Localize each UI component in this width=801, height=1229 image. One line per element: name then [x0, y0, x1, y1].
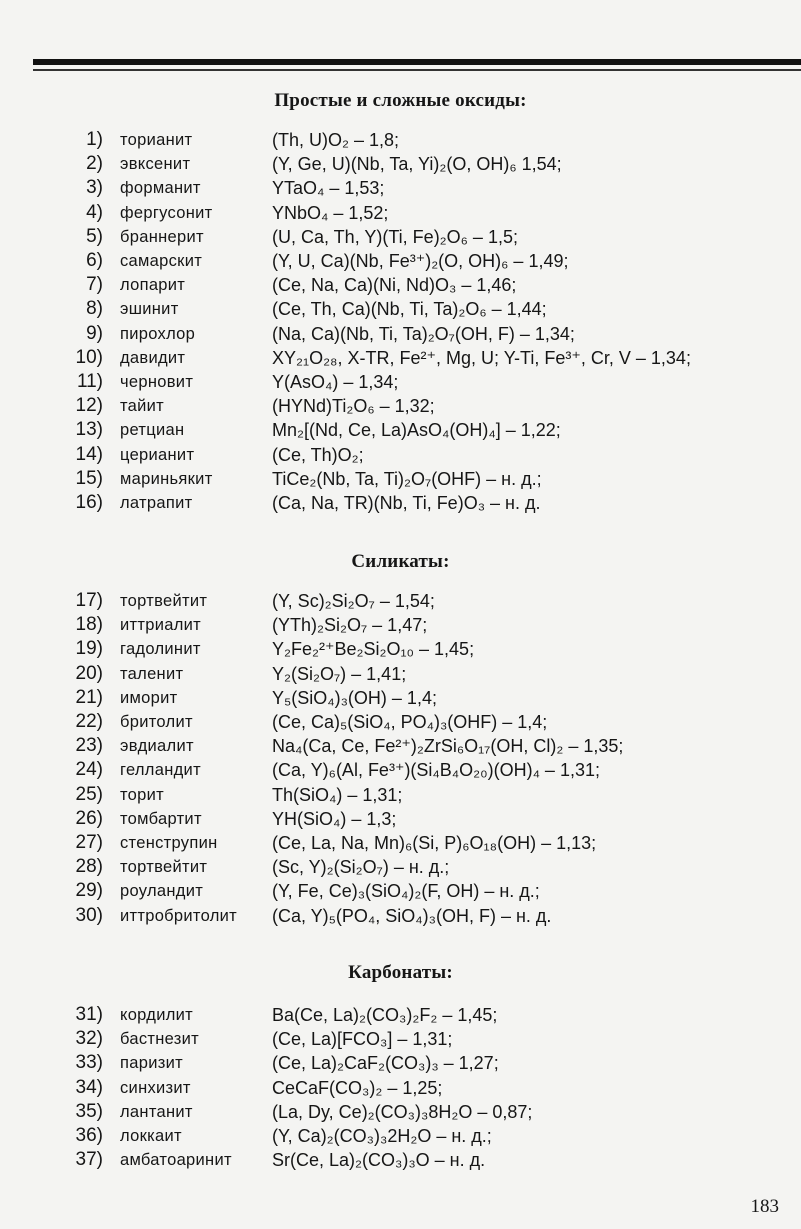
- list-item: [0, 589, 801, 613]
- item-number: 29): [75, 880, 103, 902]
- item-number: 22): [75, 711, 103, 732]
- item-number: 23): [75, 735, 103, 757]
- list-item: [0, 322, 801, 346]
- item-number: 31): [75, 1004, 103, 1025]
- item-number: 36): [75, 1125, 103, 1146]
- mineral-formula: (HYNd)Ti₂O₆ – 1,32;: [272, 396, 435, 417]
- list-item: [0, 273, 801, 297]
- mineral-formula: Mn₂[(Nd, Ce, La)AsO₄(OH)₄] – 1,22;: [272, 420, 561, 441]
- mineral-formula: (Ce, Ca)₅(SiO₄, PO₄)₃(OHF) – 1,4;: [272, 712, 548, 732]
- mineral-name: гелландит: [120, 761, 201, 780]
- list-item: [0, 370, 801, 394]
- mineral-formula: (Y, U, Ca)(Nb, Fe³⁺)₂(O, OH)₆ – 1,49;: [272, 251, 569, 271]
- mineral-name: бритолит: [120, 713, 193, 731]
- mineral-name: форманит: [120, 179, 201, 198]
- mineral-name: церианит: [120, 445, 195, 464]
- mineral-name: торит: [120, 785, 164, 804]
- mineral-name: лантанит: [120, 1102, 193, 1121]
- mineral-name: ретциан: [120, 421, 185, 440]
- mineral-formula: (YTh)₂Si₂O₇ – 1,47;: [272, 615, 428, 636]
- mineral-name: лопарит: [120, 276, 186, 295]
- list-item: [0, 418, 801, 442]
- mineral-formula: (U, Ca, Th, Y)(Ti, Fe)₂O₆ – 1,5;: [272, 226, 518, 247]
- mineral-name: тортвейтит: [120, 858, 208, 877]
- mineral-name: латрапит: [120, 494, 193, 512]
- item-number: 24): [75, 759, 103, 781]
- item-number: 20): [75, 662, 103, 684]
- list-item: [0, 783, 801, 807]
- item-number: 3): [86, 177, 103, 199]
- list-item: [0, 613, 801, 637]
- list-item: [0, 807, 801, 831]
- list-item: [0, 225, 801, 249]
- item-number: 1): [86, 129, 103, 150]
- mineral-formula: YH(SiO₄) – 1,3;: [272, 808, 397, 829]
- list-item: [0, 1051, 801, 1075]
- list-item: [0, 1124, 801, 1148]
- mineral-name: бастнезит: [120, 1030, 200, 1049]
- item-number: 30): [75, 904, 103, 926]
- mineral-formula: XY₂₁O₂₈, X-TR, Fe²⁺, Mg, U; Y-Ti, Fe³⁺, Cr, V – 1,34;: [272, 347, 691, 368]
- list-item: [0, 710, 801, 734]
- mineral-formula: (Ce, La, Na, Mn)₆(Si, P)₆O₁₈(OH) – 1,13;: [272, 833, 597, 853]
- mineral-formula: (Ca, Na, TR)(Nb, Ti, Fe)O₃ – н. д.: [272, 493, 541, 513]
- mineral-formula: Na₄(Ca, Ce, Fe²⁺)₂ZrSi₆O₁₇(OH, Cl)₂ – 1,35;: [272, 736, 624, 757]
- section-heading-carbonates: Карбонаты:: [348, 962, 453, 983]
- list-item: [0, 855, 801, 879]
- mineral-formula: (Y, Sc)₂Si₂O₇ – 1,54;: [272, 591, 435, 611]
- item-number: 12): [75, 395, 103, 417]
- mineral-formula: (Ce, Na, Ca)(Ni, Nd)O₃ – 1,46;: [272, 275, 517, 296]
- item-number: 32): [75, 1028, 103, 1050]
- mineral-formula: Y₂(Si₂O₇) – 1,41;: [272, 663, 407, 684]
- item-number: 15): [75, 467, 103, 489]
- mineral-name: давидит: [120, 348, 186, 367]
- list-item: [0, 394, 801, 418]
- item-number: 16): [75, 492, 103, 513]
- list-item: [0, 734, 801, 758]
- item-number: 28): [75, 856, 103, 878]
- mineral-formula: Y₅(SiO₄)₃(OH) – 1,4;: [272, 687, 437, 708]
- list-item: [0, 128, 801, 152]
- mineral-name: иморит: [120, 688, 178, 707]
- mineral-formula: (Ce, La)₂CaF₂(CO₃)₃ – 1,27;: [272, 1053, 499, 1074]
- item-number: 7): [86, 274, 103, 296]
- mineral-formula: (Y, Ge, U)(Nb, Ta, Yi)₂(O, OH)₆ 1,54;: [272, 154, 562, 175]
- item-number: 19): [75, 638, 103, 660]
- mineral-formula: CeCaF(CO₃)₂ – 1,25;: [272, 1077, 443, 1098]
- mineral-name: томбартит: [120, 809, 202, 828]
- mineral-name: роуландит: [120, 882, 204, 901]
- item-number: 27): [75, 832, 103, 853]
- mineral-name: тайит: [120, 397, 165, 416]
- list-item: [0, 904, 801, 928]
- list-item: [0, 346, 801, 370]
- section-heading-oxides: Простые и сложные оксиды:: [274, 90, 527, 111]
- mineral-name: кордилит: [120, 1006, 194, 1024]
- mineral-formula: Y₂Fe₂²⁺Be₂Si₂O₁₀ – 1,45;: [272, 639, 475, 660]
- mineral-formula: (Ce, La)[FCO₃] – 1,31;: [272, 1029, 453, 1050]
- mineral-formula: (Ca, Y)₅(PO₄, SiO₄)₃(OH, F) – н. д.: [272, 905, 552, 926]
- list-item: [0, 758, 801, 782]
- item-number: 18): [75, 614, 103, 636]
- mineral-name: мариньякит: [120, 469, 213, 488]
- item-number: 2): [86, 153, 103, 175]
- item-number: 35): [75, 1100, 103, 1122]
- mineral-name: самарскит: [120, 252, 203, 270]
- item-number: 34): [75, 1076, 103, 1098]
- mineral-formula: (Th, U)O₂ – 1,8;: [272, 130, 400, 150]
- mineral-formula: Y(AsO₄) – 1,34;: [272, 372, 399, 392]
- list-item: [0, 491, 801, 515]
- mineral-name: торианит: [120, 131, 193, 149]
- item-number: 6): [86, 250, 103, 271]
- mineral-name: иттробритолит: [120, 906, 238, 925]
- item-number: 8): [86, 298, 103, 320]
- mineral-formula: (Na, Ca)(Nb, Ti, Ta)₂O₇(OH, F) – 1,34;: [272, 323, 575, 344]
- list-item: [0, 297, 801, 321]
- mineral-formula: (Ce, Th, Ca)(Nb, Ti, Ta)₂O₆ – 1,44;: [272, 299, 547, 320]
- mineral-formula: (Ce, Th)O₂;: [272, 444, 364, 465]
- mineral-formula: (Y, Ca)₂(CO₃)₃2H₂O – н. д.;: [272, 1126, 492, 1146]
- mineral-name: амбатоаринит: [120, 1151, 232, 1170]
- list-item: [0, 686, 801, 710]
- mineral-formula: (Ca, Y)₆(Al, Fe³⁺)(Si₄B₄O₂₀)(OH)₄ – 1,31;: [272, 760, 600, 781]
- mineral-name: стенструпин: [120, 834, 218, 852]
- mineral-name: паризит: [120, 1054, 183, 1073]
- list-item: [0, 1148, 801, 1172]
- mineral-formula: TiCe₂(Nb, Ta, Ti)₂O₇(OHF) – н. д.;: [272, 468, 542, 489]
- item-number: 33): [75, 1052, 103, 1074]
- mineral-name: локкаит: [120, 1127, 182, 1145]
- mineral-name: эвксенит: [120, 155, 191, 174]
- item-number: 14): [75, 443, 103, 465]
- list-item: [0, 1003, 801, 1027]
- item-number: 9): [86, 322, 103, 344]
- list-item: [0, 831, 801, 855]
- mineral-name: синхизит: [120, 1078, 191, 1097]
- list-item: [0, 443, 801, 467]
- mineral-formula: (La, Dy, Ce)₂(CO₃)₃8H₂O – 0,87;: [272, 1101, 533, 1122]
- header-rule-thin: [33, 69, 801, 71]
- mineral-formula: Ba(Ce, La)₂(CO₃)₂F₂ – 1,45;: [272, 1005, 498, 1025]
- mineral-formula: (Y, Fe, Ce)₃(SiO₄)₂(F, OH) – н. д.;: [272, 881, 540, 902]
- mineral-name: браннерит: [120, 227, 204, 246]
- mineral-name: таленит: [120, 664, 184, 683]
- mineral-formula: YNbO₄ – 1,52;: [272, 202, 389, 223]
- list-item: [0, 152, 801, 176]
- page-number: 183: [750, 1196, 779, 1217]
- list-item: [0, 637, 801, 661]
- item-number: 26): [75, 807, 103, 829]
- mineral-name: эвдиалит: [120, 737, 194, 756]
- mineral-name: пирохлор: [120, 324, 196, 343]
- item-number: 5): [86, 225, 103, 247]
- mineral-name: гадолинит: [120, 640, 201, 659]
- item-number: 13): [75, 419, 103, 441]
- mineral-formula: YTaO₄ – 1,53;: [272, 178, 385, 199]
- mineral-formula: (Sc, Y)₂(Si₂O₇) – н. д.;: [272, 857, 450, 878]
- mineral-name: черновит: [120, 373, 194, 391]
- list-item: [0, 1100, 801, 1124]
- item-number: 11): [76, 371, 103, 392]
- header-rule-thick: [33, 59, 801, 65]
- list-item: [0, 201, 801, 225]
- mineral-name: иттриалит: [120, 616, 202, 635]
- item-number: 25): [75, 783, 103, 805]
- mineral-name: эшинит: [120, 300, 179, 319]
- list-item: [0, 879, 801, 903]
- mineral-name: фергусонит: [120, 203, 213, 222]
- list-item: [0, 249, 801, 273]
- section-heading-silicates: Силикаты:: [351, 551, 450, 572]
- mineral-name: тортвейтит: [120, 592, 208, 610]
- list-item: [0, 1027, 801, 1051]
- item-number: 37): [75, 1149, 103, 1171]
- item-number: 21): [75, 686, 103, 708]
- item-number: 10): [75, 346, 103, 368]
- list-item: [0, 467, 801, 491]
- item-number: 17): [75, 590, 103, 611]
- mineral-formula: Sr(Ce, La)₂(CO₃)₃O – н. д.: [272, 1150, 486, 1171]
- list-item: [0, 662, 801, 686]
- item-number: 4): [86, 201, 103, 223]
- list-item: [0, 1076, 801, 1100]
- mineral-formula: Th(SiO₄) – 1,31;: [272, 784, 403, 805]
- list-item: [0, 176, 801, 200]
